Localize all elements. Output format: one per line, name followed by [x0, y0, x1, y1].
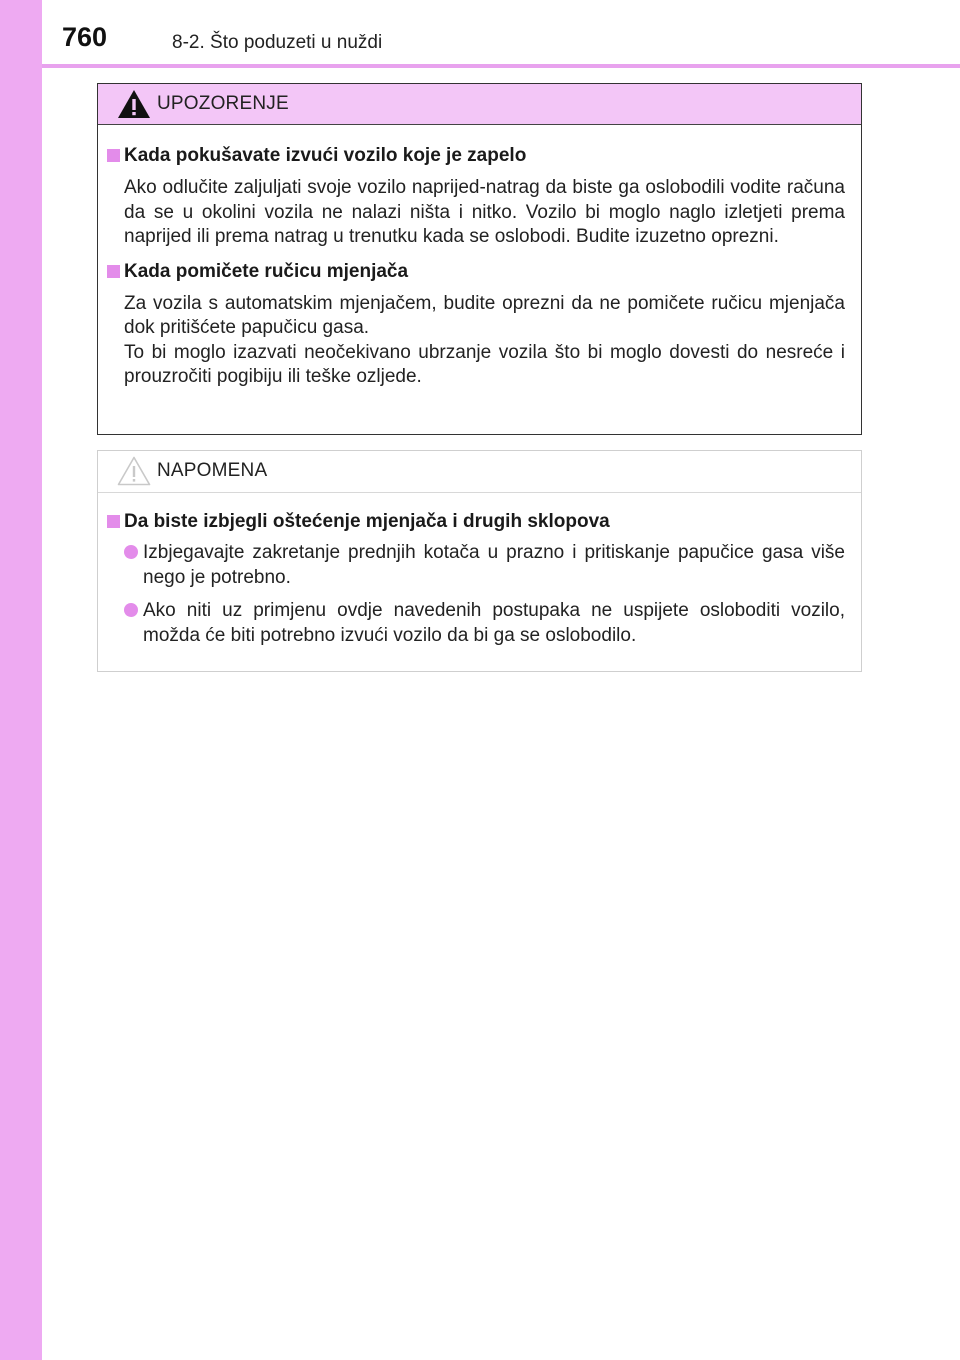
notice-label: NAPOMENA [157, 460, 268, 481]
warning-item-title-text: Kada pomičete ručicu mjenjača [124, 260, 409, 282]
side-color-strip [0, 0, 42, 1360]
warning-label: UPOZORENJE [157, 93, 289, 114]
round-bullet-icon [124, 545, 138, 559]
warning-paragraph: Ako odlučite zaljuljati svoje vozilo naprijed-natrag da biste ga oslobodili vodite računa da se u okolini vozila ne nalazi ništa i nitko. Vozilo bi moglo naglo izletjeti prema naprijed ili prema natrag u trenutku kada se oslobodi. Budite izuzetno oprezni. [124, 177, 845, 247]
warning-item-title [102, 261, 845, 283]
square-bullet-icon [107, 149, 120, 162]
round-bullet-icon [124, 603, 138, 617]
notice-header [98, 451, 861, 493]
warning-paragraph: Za vozila s automatskim mjenjačem, budite oprezni da ne pomičete ručicu mjenjača dok pritišćete papučicu gasa. [124, 292, 845, 338]
warning-item-title-text: Kada pokušavate izvući vozilo koje je zapelo [124, 145, 527, 166]
warning-body [98, 145, 861, 390]
warning-paragraph: To bi moglo izazvati neočekivano ubrzanje vozila što bi moglo dovesti do nesreće i prouzročiti pogibiju ili teške ozljede. [124, 341, 845, 387]
square-bullet-icon [107, 515, 120, 528]
notice-item-title [102, 511, 845, 533]
header-divider [42, 64, 960, 68]
warning-triangle-icon [116, 88, 152, 120]
notice-body [98, 511, 861, 648]
notice-box [97, 450, 862, 672]
notice-item-title-text: Da biste izbjegli oštećenje mjenjača i drugih sklopova [124, 511, 610, 532]
notice-bullet [124, 598, 845, 648]
notice-bullet-text: Ako niti uz primjenu ovdje navedenih postupaka ne uspijete osloboditi vozilo, možda će biti potrebno izvući vozilo da bi ga se oslobodilo. [143, 600, 845, 646]
warning-header [98, 84, 861, 125]
page-number: 760 [62, 22, 108, 52]
warning-item-title [102, 145, 845, 167]
section-title: 8-2. Što poduzeti u nuždi [172, 32, 383, 53]
notice-bullet-text: Izbjegavajte zakretanje prednjih kotača u prazno i pritiskanje papučice gasa više nego je potrebno. [143, 542, 845, 588]
warning-box [97, 83, 862, 435]
caution-triangle-icon [116, 455, 152, 487]
page-header [0, 0, 960, 70]
notice-bullet [124, 540, 845, 590]
square-bullet-icon [107, 265, 120, 278]
